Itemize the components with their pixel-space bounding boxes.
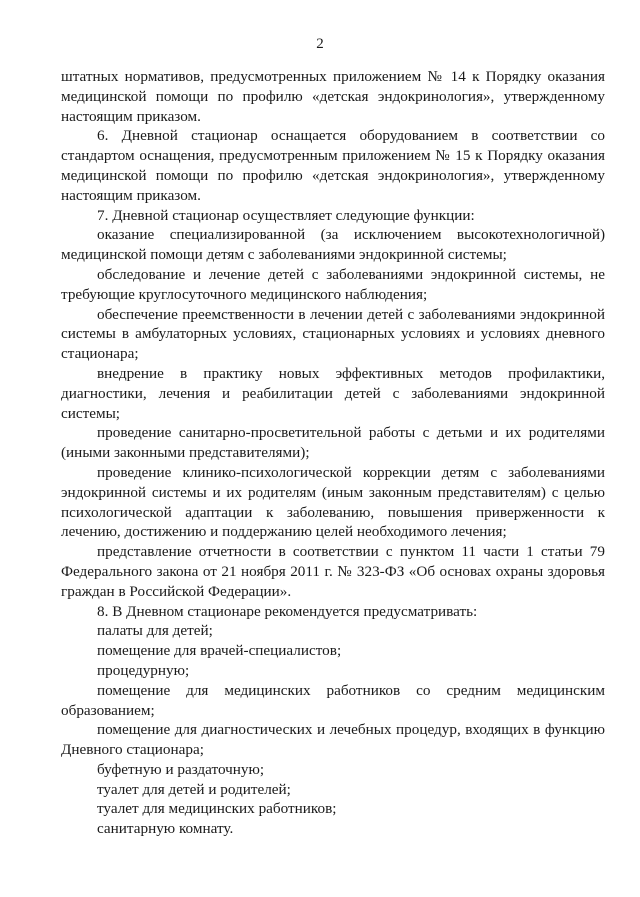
function-psychological-correction: проведение клинико-психологической коррекции детям с заболеваниями эндокринной системы и их родителям (иным законным представителям) с целью психологической адаптации к заболеванию, повышения приверженности к лечению, достижению и поддержанию целей необходимого лечения;: [61, 463, 605, 541]
room-toilet-children: туалет для детей и родителей;: [97, 780, 291, 798]
function-continuity: обеспечение преемственности в лечении детей с заболеваниями эндокринной системы в амбулаторных условиях, стационарных условиях и условиях дневного стационара;: [61, 305, 605, 363]
room-wards: палаты для детей;: [97, 622, 213, 640]
room-toilet-staff: туалет для медицинских работников;: [97, 800, 337, 818]
room-buffet: буфетную и раздаточную;: [97, 760, 265, 778]
room-diagnostics: помещение для диагностических и лечебных процедур, входящих в функцию Дневного стационара;: [61, 721, 605, 759]
function-specialized-care: оказание специализированной (за исключением высокотехнологичной) медицинской помощи детям с заболеваниями эндокринной системы;: [61, 226, 605, 264]
paragraph-continuation: штатных нормативов, предусмотренных приложением № 14 к Порядку оказания медицинской помощи по профилю «детская эндокринология», утвержденному настоящим приказом.: [61, 68, 605, 125]
function-new-methods: внедрение в практику новых эффективных методов профилактики, диагностики, лечения и реабилитации детей с заболеваниями эндокринной системы;: [61, 364, 605, 422]
paragraph-item-8: 8. В Дневном стационаре рекомендуется предусматривать:: [97, 602, 478, 620]
room-nurses: помещение для медицинских работников со средним медицинским образованием;: [61, 681, 605, 719]
paragraph-item-6: 6. Дневной стационар оснащается оборудованием в соответствии со стандартом оснащения, предусмотренным приложением № 15 к Порядку оказания медицинской помощи по профилю «детская эндокринология», утвержденному настоящим приказом.: [61, 127, 605, 204]
function-reporting: представление отчетности в соответствии с пунктом 11 части 1 статьи 79 Федерального закона от 21 ноября 2011 г. № 323-ФЗ «Об основах охраны здоровья граждан в Российской Федерации».: [61, 543, 605, 600]
room-doctors: помещение для врачей-специалистов;: [97, 642, 342, 660]
page-number: 2: [316, 36, 324, 52]
document-body: [61, 67, 605, 839]
function-education: проведение санитарно-просветительной работы с детьми и их родителями (иными законными представителями);: [61, 424, 605, 462]
room-sanitary: санитарную комнату.: [97, 820, 234, 838]
paragraph-item-7: 7. Дневной стационар осуществляет следующие функции:: [97, 206, 475, 224]
function-examination: обследование и лечение детей с заболеваниями эндокринной системы, не требующие круглосуточного медицинского наблюдения;: [61, 265, 605, 303]
room-procedure: процедурную;: [97, 661, 190, 679]
